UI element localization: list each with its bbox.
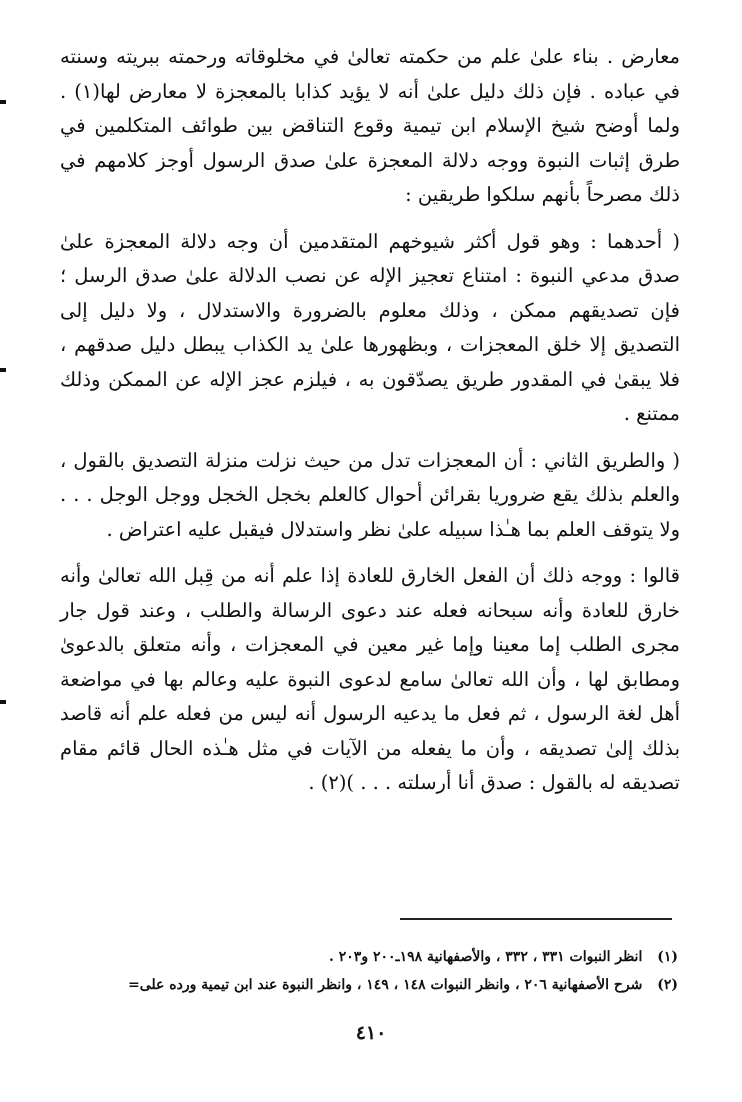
paragraph-1: معارض . بناء علىٰ علم من حكمته تعالىٰ في مخلوقاته ورحمته ببريته وسنته في عباده . فإن ذلك دليل علىٰ أنه لا يؤيد كذابا بالمعجزة لا معارض لها(١) . ولما أوضح شيخ الإسلام ابن تيمية وقوع التناقض بين طوائف المتكلمين في طرق إثبات النبوة ووجه دلالة المعجزة علىٰ صدق الرسول أوجز كلامهم في ذلك مصرحاً بأنهم سلكوا طريقين : (60, 45, 680, 206)
scan-edge-mark (0, 700, 6, 704)
paragraph-4: قالوا : ووجه ذلك أن الفعل الخارق للعادة إذا علم أنه من قِبل الله تعالىٰ وأنه خارق للعادة وأنه سبحانه فعله عند دعوى الرسالة والطلب ، وعند قول جار مجرى الطلب إما معينا وإما غير معين في المعجزات ، وأنه متعلق بالدعوىٰ ومطابق لها ، وأن الله تعالىٰ سامع لدعوى النبوة عليه وعالم بها في مواضعة أهل لغة الرسول ، ثم فعل ما يدعيه الرسول أنه ليس من فعله علم أنه قاصد بذلك إلىٰ تصديقه ، وأن ما يفعله من الآيات في مثل هـٰذه الحال قائم مقام تصديقه له بالقول : صدق أنا أرسلته . . . )(٢) . (60, 564, 680, 794)
scan-edge-mark (0, 100, 6, 104)
footnote-separator (400, 918, 672, 920)
footnote-1-text: انظر النبوات ٣٣١ ، ٣٣٢ ، والأصفهانية ١٩٨ـ٢٠٠ و٢٠٣ . (329, 949, 643, 965)
page-number: ٤١٠ (355, 1022, 387, 1044)
footnote-2-text: شرح الأصفهانية ٢٠٦ ، وانظر النبوات ١٤٨ ، ١٤٩ ، وانظر النبوة عند ابن تيمية ورده على= (128, 977, 643, 993)
footnote-2 (60, 975, 678, 995)
scan-edge-mark (0, 368, 6, 372)
footnote-1 (60, 947, 678, 967)
paragraph-2: ( أحدهما : وهو قول أكثر شيوخهم المتقدمين أن وجه دلالة المعجزة علىٰ صدق مدعي النبوة : امتناع تعجيز الإله عن نصب الدلالة علىٰ صدق الرسل ؛ فإن تصديقهم ممكن ، وذلك معلوم بالضرورة والاستدلال ، ولا دليل إلى التصديق إلا خلق المعجزات ، وبظهورها علىٰ يد الكذاب يبطل دليل صدقهم ، فلا يبقىٰ في المقدور طريق يصدّقون به ، فيلزم عجز الإله عن الممكن وذلك ممتنع . (60, 229, 680, 425)
paragraph-3: ( والطريق الثاني : أن المعجزات تدل من حيث نزلت منزلة التصديق بالقول ، والعلم بذلك يقع ضروريا بقرائن أحوال كالعلم بخجل الخجل ووجل الوجل . . . ولا يتوقف العلم بما هـٰذا سبيله علىٰ نظر واستدلال فيقبل عليه اعتراض . (60, 448, 680, 541)
footnote-1-number: (١) (657, 949, 678, 965)
footnote-2-number: (٢) (657, 977, 678, 993)
main-text (60, 40, 680, 801)
